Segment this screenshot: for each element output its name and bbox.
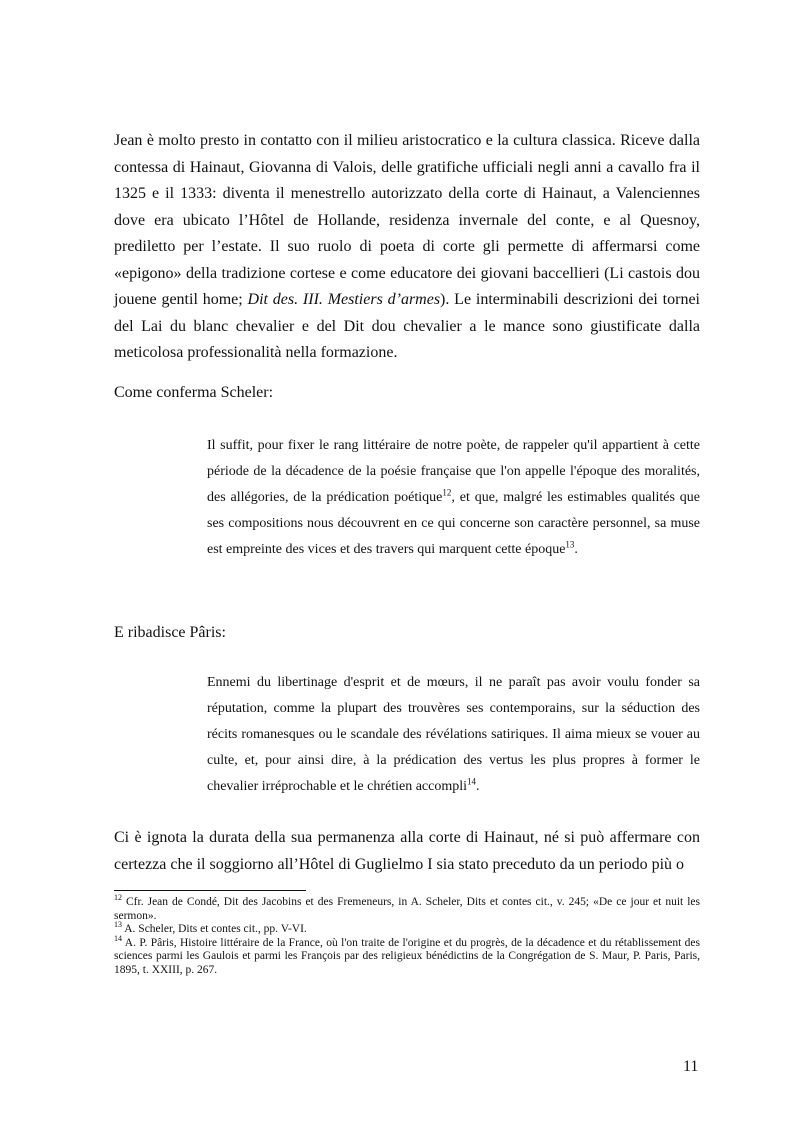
footnote-number: 13 (114, 920, 122, 930)
footnote-text: Cfr. Jean de Condé, Dit des Jacobins et des Fremeneurs, in A. Scheler, Dits et contes cit., v. 245; «De ce jour et nuit les sermon». (114, 896, 701, 922)
footnote-divider (114, 890, 306, 891)
quote-2-text: Ennemi du libertinage d'esprit et de mœurs, il ne paraît pas avoir voulu fonder sa réputation, comme la plupart des trouvères ses contemporains, sur la séduction des récits romanesques ou le scandale des révélations satiriques. Il aima mieux se vouer au culte, et, pour ainsi dire, à la prédication des vertus les plus propres à former le chevalier irréprochable et le chrétien accompli (207, 675, 700, 794)
paragraph-1-text-start: Jean è molto presto in contatto con il milieu aristocratico e la cultura classica. Riceve dalla contessa di Hainaut, Giovanna di Valois, delle gratifiche ufficiali negli anni a cavallo fra il 1325 e il 1333: diventa il menestrello autorizzato della corte di Hainaut, a Valenciennes dove era ubicato l’Hôtel de Hollande, residenza invernale del conte, e al Quesnoy, prediletto per l’estate. Il suo ruolo di poeta di corte gli permette di affermarsi come «epigono» della tradizione cortese e come educatore dei giovani baccellieri (Li castois dou jouene gentil home; (114, 132, 700, 308)
footnote-number: 14 (114, 933, 122, 943)
quote-1-text-end: , et que, malgré les estimables qualités que ses compositions nous découvrent en ce qui concerne son caractère personnel, sa muse est empreinte des vices et des travers qui marquent cette époque (207, 490, 700, 557)
footnote-ref-14[interactable]: 14 (467, 776, 477, 787)
footnote-12 (114, 893, 701, 923)
quote-1-text-start: Il suffit, pour fixer le rang littéraire de notre poète, de rappeler qu'il appartient à cette période de la décadence de la poésie française que l'on appelle l'époque des moralités, des allégories, de la prédication poétique (207, 438, 700, 505)
footnote-13 (114, 920, 700, 937)
footnote-text: A. P. Pâris, Histoire littéraire de la France, où l'on traite de l'origine et du progrès, de la décadence et du rétablissement des sciences parmi les Gaulois et parmi les François par des religieux bénédictins de la Congrégation de S. Maur, P. Paris, Paris, 1895, t. XXIII, p. 267. (114, 936, 700, 976)
quote-2-period: . (476, 779, 480, 794)
footnote-ref-12[interactable]: 12 (442, 487, 452, 498)
body-paragraph-2: Ci è ignota la durata della sua permanenza alla corte di Hainaut, né si può affermare con certezza che il soggiorno all’Hôtel di Guglielmo I sia stato preceduto da un periodo più o (114, 829, 700, 873)
block-quote-paris (207, 670, 700, 800)
paragraph-1-text-end: ). Le interminabili descrizioni dei tornei del Lai du blanc chevalier e del Dit dou chevalier a le mance sono giustificate dalla meticolosa professionalità nella formazione. (114, 291, 701, 361)
quote-intro-paris: E ribadisce Pâris: (114, 624, 226, 641)
footnote-number: 12 (114, 893, 122, 903)
body-paragraph-1 (114, 128, 700, 367)
quote-intro-scheler: Come conferma Scheler: (114, 384, 274, 401)
quote-1-period: . (574, 542, 578, 557)
footnote-text: A. Scheler, Dits et contes cit., pp. V-VI. (124, 923, 307, 935)
page-number: 11 (683, 1058, 699, 1075)
italic-work-title: Dit des. III. Mestiers d’armes (247, 291, 441, 308)
footnotes (114, 893, 701, 977)
footnote-14 (114, 933, 700, 978)
block-quote-scheler (207, 433, 700, 563)
footnote-ref-13[interactable]: 13 (565, 539, 575, 550)
